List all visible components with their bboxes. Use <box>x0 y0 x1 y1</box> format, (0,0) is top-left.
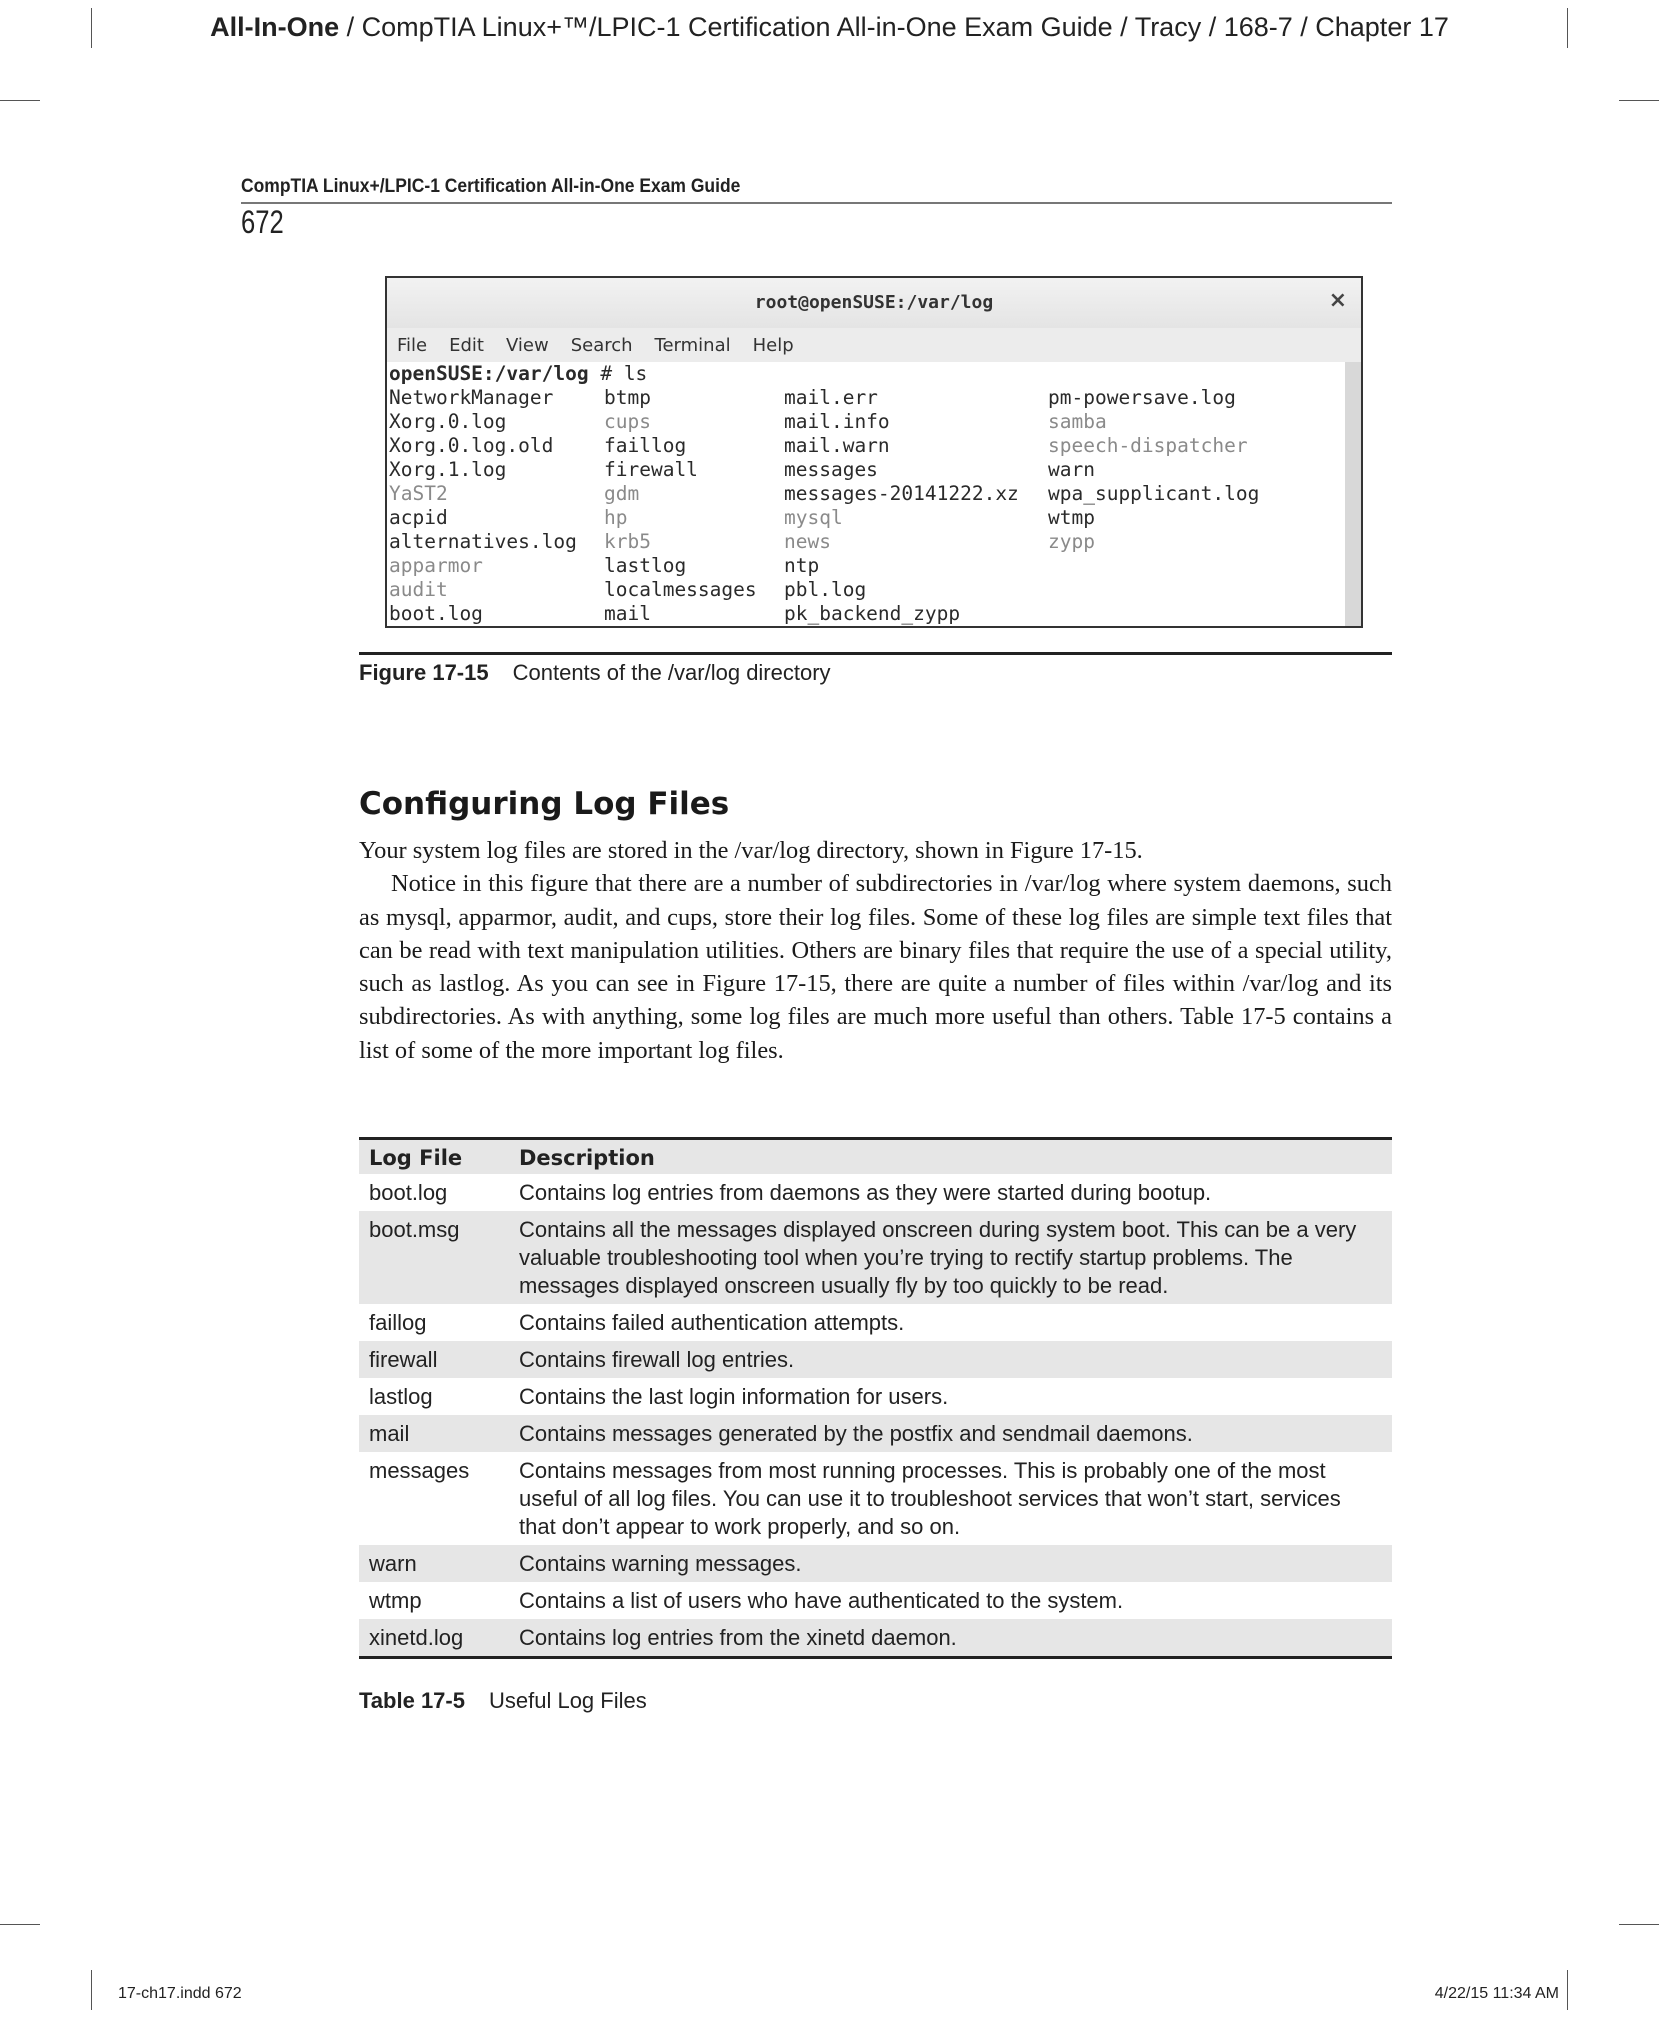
ls-entry: warn <box>1048 458 1095 481</box>
table-row <box>359 1341 1392 1378</box>
description-cell: Contains failed authentication attempts. <box>519 1310 905 1335</box>
ls-entry: mail.err <box>784 386 878 409</box>
ls-entry: gdm <box>604 482 640 505</box>
ls-entry: audit <box>389 578 448 601</box>
log-file-cell: messages <box>369 1458 470 1483</box>
shell-command: # ls <box>588 362 648 385</box>
crop-mark <box>91 1970 92 2010</box>
ls-entry: faillog <box>604 434 687 457</box>
table-header-row <box>359 1139 1392 1175</box>
table-row <box>359 1415 1392 1452</box>
crop-mark <box>1567 1970 1568 2010</box>
ls-entry: cups <box>604 410 651 433</box>
ls-output-row <box>389 578 1345 602</box>
table-caption-text: Useful Log Files <box>488 1688 647 1713</box>
figure-rule <box>359 652 1392 655</box>
ls-entry: krb5 <box>604 530 651 553</box>
ls-entry: news <box>784 530 831 553</box>
ls-entry: zypp <box>1048 530 1095 553</box>
ls-output-row <box>389 554 1345 578</box>
menu-help[interactable]: Help <box>752 334 794 356</box>
column-header: Description <box>509 1139 1392 1175</box>
running-head <box>0 12 1659 43</box>
crop-mark <box>0 1924 40 1925</box>
description-cell: Contains all the messages displayed onscreen during system boot. This can be a very valuable troubleshooting tool when you’re trying to rectify startup problems. The messages displayed onscreen usually fly by too quickly to be read. <box>509 1211 1392 1304</box>
ls-output-row <box>389 482 1345 506</box>
ls-entry: pm-powersave.log <box>1048 386 1236 409</box>
ls-output-row <box>389 530 1345 554</box>
paragraph: Notice in this figure that there are a number of subdirectories in /var/log where system daemons, such as mysql, apparmor, audit, and cups, store their log files. Some of these log files are simple text files that can be read with text manipulation utilities. Others are binary files that require the use of a special utility, such as lastlog. As you can see in Figure 17-15, there are quite a number of files within /var/log and its subdirectories. As with anything, some log files are much more useful than others. Table 17-5 contains a list of some of the more important log files. <box>359 870 1392 1064</box>
ls-entry: wtmp <box>1048 506 1095 529</box>
ls-output-row <box>389 434 1345 458</box>
table-row <box>359 1545 1392 1582</box>
log-file-cell: faillog <box>369 1310 427 1335</box>
ls-entry <box>1048 554 1308 578</box>
log-file-cell: mail <box>359 1415 509 1452</box>
ls-entry: mail <box>604 602 651 625</box>
ls-entry: apparmor <box>389 554 483 577</box>
menu-edit[interactable]: Edit <box>449 334 484 356</box>
ls-entry: boot.log <box>389 602 483 625</box>
terminal-title: root@openSUSE:/var/log <box>754 292 994 313</box>
ls-entry: pk_backend_zypp <box>784 602 961 625</box>
ls-entry: ntp <box>784 554 820 577</box>
ls-entry: Xorg.1.log <box>389 458 507 481</box>
table-row <box>359 1452 1392 1545</box>
body-text <box>359 834 1392 1067</box>
table-label: Table 17-5 <box>359 1688 465 1713</box>
description-cell: Contains firewall log entries. <box>509 1341 1392 1378</box>
ls-output-row <box>389 506 1345 530</box>
ls-entry: Xorg.0.log <box>389 410 507 433</box>
book-title: CompTIA Linux+/LPIC-1 Certification All-in-One Exam Guide <box>241 176 741 197</box>
menu-search[interactable]: Search <box>570 334 633 356</box>
running-head-text: / CompTIA Linux+™/LPIC-1 Certification All-in-One Exam Guide / Tracy / 168-7 / Chapter 17 <box>339 12 1449 42</box>
ls-entry <box>1048 578 1308 602</box>
ls-entry: wpa_supplicant.log <box>1048 482 1260 505</box>
terminal-window <box>385 276 1363 628</box>
menu-file[interactable]: File <box>397 334 428 356</box>
running-head-series: All-In-One <box>210 12 340 42</box>
description-cell: Contains warning messages. <box>509 1545 1392 1582</box>
table-caption <box>359 1688 647 1714</box>
log-file-cell: xinetd.log <box>359 1619 509 1658</box>
ls-output-row <box>389 602 1345 626</box>
ls-entry: firewall <box>604 458 698 481</box>
terminal-output[interactable] <box>387 362 1345 626</box>
ls-entry: pbl.log <box>784 578 867 601</box>
command-line <box>389 362 1345 386</box>
table-row <box>359 1582 1392 1619</box>
figure-label: Figure 17-15 <box>359 660 489 685</box>
column-header: Log File <box>359 1139 509 1175</box>
crop-mark <box>1619 1924 1659 1925</box>
log-file-cell: boot.log <box>369 1180 448 1205</box>
ls-entry: hp <box>604 506 628 529</box>
crop-mark <box>1619 100 1659 101</box>
log-file-cell: lastlog <box>369 1384 433 1409</box>
ls-entry: messages <box>784 458 878 481</box>
table-row <box>359 1211 1392 1304</box>
log-files-table <box>359 1137 1392 1659</box>
footer-file-info: 17-ch17.indd 672 <box>118 1985 242 2002</box>
description-cell: Contains messages from most running processes. This is probably one of the most useful of all log files. You can use it to troubleshoot services that won’t start, services that don’t appear to work properly, and so on. <box>519 1458 1341 1539</box>
ls-entry: lastlog <box>604 554 687 577</box>
description-cell: Contains messages generated by the postfix and sendmail daemons. <box>509 1415 1392 1452</box>
ls-entry: acpid <box>389 506 448 529</box>
crop-mark <box>0 100 40 101</box>
menu-terminal[interactable]: Terminal <box>654 334 731 356</box>
description-cell: Contains a list of users who have authenticated to the system. <box>519 1588 1124 1613</box>
ls-entry: btmp <box>604 386 651 409</box>
terminal-menubar <box>387 328 1361 362</box>
footer-timestamp: 4/22/15 11:34 AM <box>1434 1985 1559 2002</box>
ls-entry: Xorg.0.log.old <box>389 434 554 457</box>
book-header <box>241 176 1392 241</box>
description-cell: Contains the last login information for users. <box>519 1384 949 1409</box>
ls-entry: mysql <box>784 506 843 529</box>
page-number: 672 <box>241 204 284 240</box>
ls-entry: samba <box>1048 410 1107 433</box>
figure-caption-text: Contents of the /var/log directory <box>512 660 831 685</box>
table-row <box>359 1619 1392 1658</box>
ls-entry: NetworkManager <box>389 386 554 409</box>
menu-view[interactable]: View <box>505 334 549 356</box>
ls-entry: alternatives.log <box>389 530 577 553</box>
ls-output-row <box>389 458 1345 482</box>
log-file-cell: wtmp <box>369 1588 422 1613</box>
table-row <box>359 1304 1392 1341</box>
paragraph: Your system log files are stored in the /var/log directory, shown in Figure 17-15. <box>359 837 1143 864</box>
table-row <box>359 1174 1392 1211</box>
log-file-cell: warn <box>359 1545 509 1582</box>
log-file-cell: boot.msg <box>359 1211 509 1304</box>
ls-output-row <box>389 386 1345 410</box>
ls-entry: messages-20141222.xz <box>784 482 1019 505</box>
ls-entry: speech-dispatcher <box>1048 434 1248 457</box>
ls-entry: mail.info <box>784 410 890 433</box>
ls-entry: mail.warn <box>784 434 890 457</box>
close-icon[interactable]: × <box>1328 288 1347 313</box>
ls-entry: YaST2 <box>389 482 448 505</box>
section-heading: Configuring Log Files <box>359 786 730 822</box>
ls-output-row <box>389 410 1345 434</box>
ls-entry <box>1048 602 1308 626</box>
shell-prompt: openSUSE:/var/log <box>389 362 589 385</box>
terminal-titlebar <box>387 278 1361 328</box>
ls-entry: localmessages <box>604 578 757 601</box>
log-file-cell: firewall <box>359 1341 509 1378</box>
table-row <box>359 1378 1392 1415</box>
description-cell: Contains log entries from daemons as they were started during bootup. <box>519 1180 1212 1205</box>
terminal-scrollbar[interactable] <box>1345 362 1361 626</box>
description-cell: Contains log entries from the xinetd daemon. <box>509 1619 1392 1658</box>
figure-caption <box>359 660 831 686</box>
